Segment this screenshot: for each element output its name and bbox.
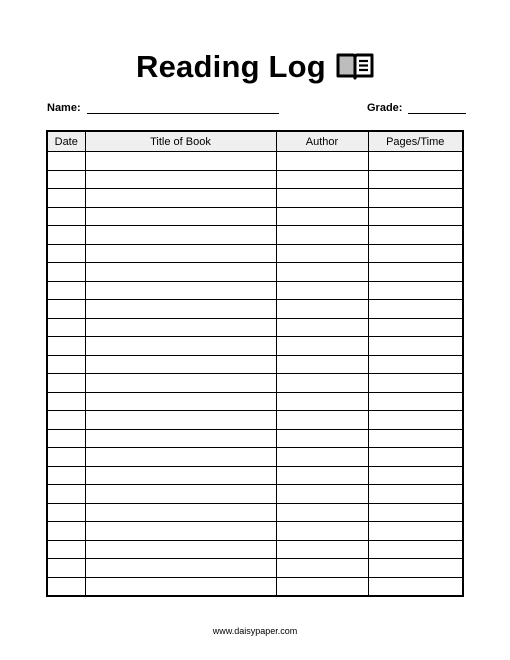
- title-cell: [85, 429, 276, 448]
- date-cell: [47, 577, 85, 596]
- pages-time-cell: [368, 189, 463, 208]
- name-field: [47, 101, 279, 114]
- title-cell: [85, 170, 276, 189]
- date-cell: [47, 189, 85, 208]
- pages-time-cell: [368, 577, 463, 596]
- date-cell: [47, 263, 85, 282]
- name-label: Name:: [47, 102, 81, 114]
- date-cell: [47, 429, 85, 448]
- title-cell: [85, 189, 276, 208]
- author-cell: [276, 374, 368, 393]
- table-row: [47, 263, 463, 282]
- pages-time-cell: [368, 466, 463, 485]
- title-cell: [85, 300, 276, 319]
- title-cell: [85, 392, 276, 411]
- pages-time-cell: [368, 226, 463, 245]
- title-cell: [85, 226, 276, 245]
- table-header-row: [47, 131, 463, 152]
- author-cell: [276, 189, 368, 208]
- name-write-line: [87, 101, 279, 114]
- table-row: [47, 503, 463, 522]
- author-cell: [276, 466, 368, 485]
- table-row: [47, 577, 463, 596]
- pages-time-cell: [368, 300, 463, 319]
- pages-time-cell: [368, 244, 463, 263]
- table-row: [47, 170, 463, 189]
- date-cell: [47, 170, 85, 189]
- date-cell: [47, 374, 85, 393]
- pages-time-cell: [368, 503, 463, 522]
- title-cell: [85, 355, 276, 374]
- table-row: [47, 189, 463, 208]
- pages-time-cell: [368, 540, 463, 559]
- title-cell: [85, 503, 276, 522]
- author-cell: [276, 522, 368, 541]
- table-row: [47, 281, 463, 300]
- pages-time-cell: [368, 152, 463, 171]
- pages-time-cell: [368, 429, 463, 448]
- date-cell: [47, 485, 85, 504]
- pages-time-cell: [368, 411, 463, 430]
- title-cell: [85, 540, 276, 559]
- title-cell: [85, 244, 276, 263]
- table-row: [47, 226, 463, 245]
- author-cell: [276, 337, 368, 356]
- table-row: [47, 429, 463, 448]
- page-title: Reading Log: [136, 48, 326, 84]
- author-cell: [276, 503, 368, 522]
- title-cell: [85, 577, 276, 596]
- title-cell: [85, 466, 276, 485]
- title-cell: [85, 281, 276, 300]
- date-cell: [47, 226, 85, 245]
- date-cell: [47, 503, 85, 522]
- author-cell: [276, 540, 368, 559]
- date-cell: [47, 355, 85, 374]
- table-body: [47, 152, 463, 597]
- author-cell: [276, 226, 368, 245]
- author-cell: [276, 170, 368, 189]
- author-cell: [276, 429, 368, 448]
- author-cell: [276, 577, 368, 596]
- table-row: [47, 466, 463, 485]
- pages-time-cell: [368, 318, 463, 337]
- pages-time-cell: [368, 170, 463, 189]
- pages-time-cell: [368, 448, 463, 467]
- title-cell: [85, 152, 276, 171]
- grade-write-line: [408, 101, 466, 114]
- date-cell: [47, 281, 85, 300]
- pages-time-cell: [368, 374, 463, 393]
- author-cell: [276, 152, 368, 171]
- author-cell: [276, 485, 368, 504]
- table-row: [47, 318, 463, 337]
- date-cell: [47, 318, 85, 337]
- title-row: [0, 44, 510, 88]
- pages-time-cell: [368, 281, 463, 300]
- date-cell: [47, 392, 85, 411]
- pages-time-cell: [368, 392, 463, 411]
- table-row: [47, 522, 463, 541]
- table-row: [47, 300, 463, 319]
- date-cell: [47, 522, 85, 541]
- title-cell: [85, 207, 276, 226]
- header-pages-time: Pages/Time: [368, 131, 463, 152]
- title-cell: [85, 318, 276, 337]
- title-cell: [85, 522, 276, 541]
- table-row: [47, 337, 463, 356]
- date-cell: [47, 152, 85, 171]
- pages-time-cell: [368, 337, 463, 356]
- title-cell: [85, 263, 276, 282]
- table-row: [47, 207, 463, 226]
- date-cell: [47, 244, 85, 263]
- author-cell: [276, 318, 368, 337]
- table-row: [47, 392, 463, 411]
- author-cell: [276, 448, 368, 467]
- date-cell: [47, 466, 85, 485]
- author-cell: [276, 244, 368, 263]
- date-cell: [47, 448, 85, 467]
- date-cell: [47, 411, 85, 430]
- table-row: [47, 355, 463, 374]
- date-cell: [47, 300, 85, 319]
- author-cell: [276, 263, 368, 282]
- date-cell: [47, 540, 85, 559]
- title-cell: [85, 448, 276, 467]
- author-cell: [276, 392, 368, 411]
- table-row: [47, 244, 463, 263]
- author-cell: [276, 207, 368, 226]
- pages-time-cell: [368, 207, 463, 226]
- header-title-of-book: Title of Book: [85, 131, 276, 152]
- table-row: [47, 374, 463, 393]
- table-row: [47, 152, 463, 171]
- pages-time-cell: [368, 485, 463, 504]
- reading-log-table: [46, 130, 464, 597]
- pages-time-cell: [368, 559, 463, 578]
- table-row: [47, 540, 463, 559]
- title-cell: [85, 374, 276, 393]
- table-row: [47, 559, 463, 578]
- pages-time-cell: [368, 355, 463, 374]
- footer-url: www.daisypaper.com: [212, 626, 298, 636]
- title-cell: [85, 411, 276, 430]
- table-row: [47, 485, 463, 504]
- title-cell: [85, 559, 276, 578]
- date-cell: [47, 337, 85, 356]
- title-cell: [85, 337, 276, 356]
- author-cell: [276, 411, 368, 430]
- author-cell: [276, 300, 368, 319]
- author-cell: [276, 281, 368, 300]
- table-row: [47, 448, 463, 467]
- header-author: Author: [276, 131, 368, 152]
- table-row: [47, 411, 463, 430]
- open-book-icon: [336, 51, 374, 81]
- title-cell: [85, 485, 276, 504]
- pages-time-cell: [368, 522, 463, 541]
- date-cell: [47, 207, 85, 226]
- header-date: Date: [47, 131, 85, 152]
- pages-time-cell: [368, 263, 463, 282]
- date-cell: [47, 559, 85, 578]
- grade-label: Grade:: [367, 102, 403, 114]
- grade-field: [367, 101, 466, 114]
- author-cell: [276, 355, 368, 374]
- author-cell: [276, 559, 368, 578]
